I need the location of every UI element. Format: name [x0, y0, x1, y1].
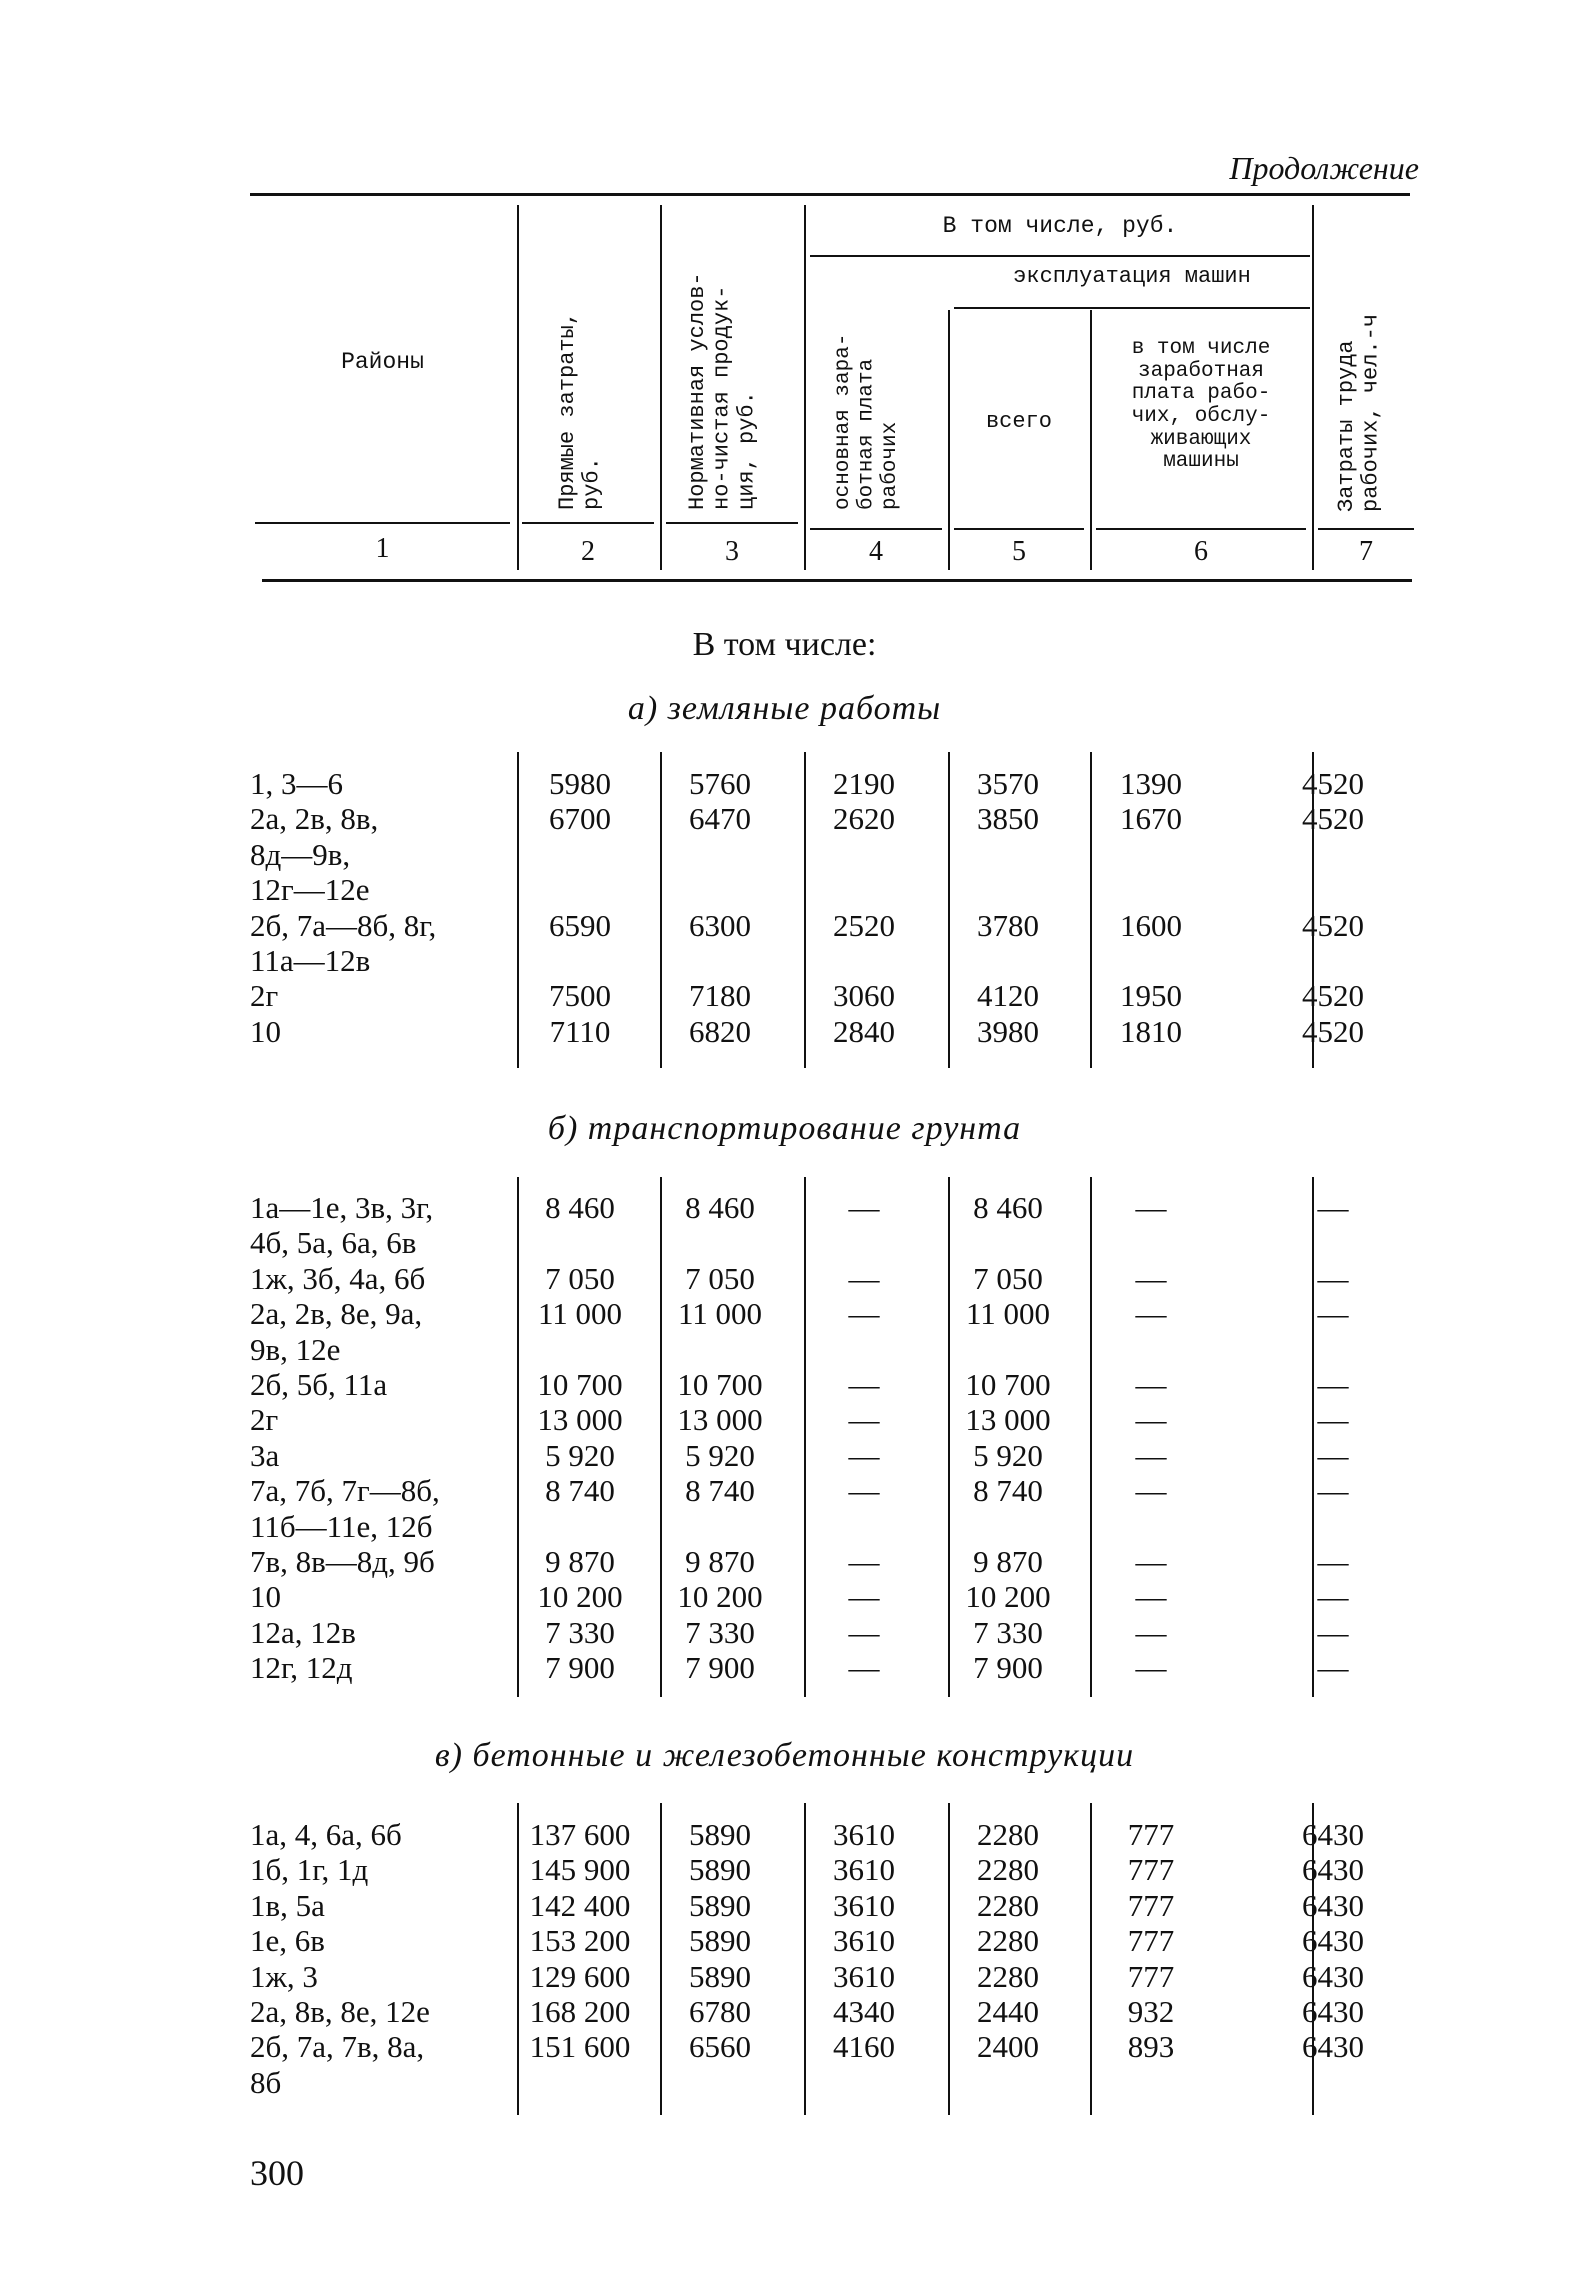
value-cell: 1950	[1120, 978, 1182, 1014]
value-cell: —	[1317, 1190, 1349, 1225]
value-cell: 6300	[689, 907, 751, 943]
header-top-rule	[250, 193, 1410, 196]
region-cell: 12а, 12в	[250, 1614, 356, 1650]
value-cell: 5890	[689, 1852, 751, 1888]
value-cell: 5980	[549, 766, 611, 801]
value-cell: —	[848, 1579, 880, 1615]
header-divider	[804, 205, 806, 570]
header-divider	[1312, 205, 1314, 570]
value-cell: 11 000	[677, 1296, 763, 1332]
value-cell: 6780	[689, 1994, 751, 2030]
table-row	[250, 1994, 1444, 2029]
value-cell: 2280	[977, 1852, 1039, 1888]
region-cell: 2г	[250, 1402, 279, 1438]
value-cell: —	[1317, 1402, 1349, 1438]
value-cell: 153 200	[529, 1923, 631, 1959]
value-cell: 5890	[689, 1958, 751, 1994]
region-cell: 1б, 1г, 1д	[250, 1852, 369, 1888]
value-cell: —	[1317, 1614, 1349, 1650]
value-cell: 7110	[549, 1013, 611, 1049]
intro-text: В том числе:	[692, 626, 877, 663]
value-cell: —	[1135, 1260, 1167, 1296]
header-bottom-rule	[1318, 528, 1414, 530]
value-cell: 10 200	[965, 1579, 1051, 1615]
value-cell: 3610	[833, 1923, 895, 1959]
value-cell: 7 330	[973, 1614, 1043, 1650]
header-bottom-rule	[954, 528, 1084, 530]
table-row	[250, 1473, 1444, 1544]
header-group-machines: эксплуатация машин	[1013, 264, 1251, 289]
header-divider	[660, 205, 662, 570]
column-number: 3	[725, 536, 739, 567]
value-cell: 1390	[1120, 766, 1182, 801]
value-cell: —	[1317, 1579, 1349, 1615]
header-final-rule	[262, 579, 1412, 582]
value-cell: 2520	[833, 907, 895, 943]
value-cell: 8 460	[973, 1190, 1043, 1225]
header-bottom-rule	[666, 522, 798, 524]
value-cell: 7 900	[685, 1650, 755, 1686]
value-cell: —	[848, 1473, 880, 1509]
value-cell: —	[1135, 1190, 1167, 1225]
value-cell: 777	[1127, 1887, 1175, 1923]
table-row	[250, 766, 1444, 801]
value-cell: 3610	[833, 1958, 895, 1994]
value-cell: 4160	[833, 2029, 895, 2065]
value-cell: 3850	[977, 801, 1039, 837]
region-cell: 7в, 8в—8д, 9б	[250, 1544, 435, 1580]
value-cell: 777	[1127, 1958, 1175, 1994]
value-cell: 3060	[833, 978, 895, 1014]
value-cell: 8 460	[545, 1190, 615, 1225]
value-cell: —	[848, 1650, 880, 1686]
value-cell: 3980	[977, 1013, 1039, 1049]
value-cell: 4520	[1302, 766, 1364, 801]
value-cell: 777	[1127, 1817, 1175, 1852]
value-cell: 4520	[1302, 801, 1364, 837]
table-row	[250, 1579, 1444, 1614]
value-cell: 3570	[977, 766, 1039, 801]
column-number: 1	[375, 533, 390, 564]
value-cell: 2280	[977, 1887, 1039, 1923]
region-cell: 2б, 5б, 11а	[250, 1367, 388, 1403]
region-cell: 1ж, 3	[250, 1958, 318, 1994]
value-cell: —	[1317, 1260, 1349, 1296]
value-cell: 893	[1127, 2029, 1175, 2065]
value-cell: 4520	[1302, 1013, 1364, 1049]
value-cell: 9 870	[685, 1544, 755, 1580]
value-cell: 145 900	[529, 1852, 631, 1888]
value-cell: —	[848, 1544, 880, 1580]
value-cell: 142 400	[529, 1887, 631, 1923]
continuation-label: Продолжение	[1229, 150, 1419, 186]
header-col-machine-wages: в том числе заработная плата рабо- чих, обслу- живающих машины	[1131, 337, 1271, 474]
table-row	[250, 1190, 1444, 1261]
table-row	[250, 2029, 1444, 2100]
table-row	[250, 801, 1444, 907]
value-cell: 5 920	[973, 1437, 1043, 1473]
value-cell: 13 000	[677, 1402, 763, 1438]
value-cell: —	[1317, 1437, 1349, 1473]
header-col-labor: Затраты труда рабочих, чел.-ч	[1334, 313, 1384, 512]
header-col-direct-costs: Прямые затраты, руб.	[555, 311, 605, 510]
value-cell: 4520	[1302, 978, 1364, 1014]
value-cell: 5760	[689, 766, 751, 801]
value-cell: 6430	[1302, 1994, 1364, 2030]
value-cell: —	[848, 1190, 880, 1225]
table-row	[250, 1923, 1444, 1958]
value-cell: 3610	[833, 1887, 895, 1923]
value-cell: 10 200	[537, 1579, 623, 1615]
table-row	[250, 1367, 1444, 1402]
section-title-concrete: в) бетонные и железобетонные конструкции	[434, 1737, 1135, 1774]
value-cell: 6470	[689, 801, 751, 837]
value-cell: —	[1135, 1473, 1167, 1509]
table-row	[250, 1296, 1444, 1367]
value-cell: 10 700	[537, 1367, 623, 1403]
value-cell: 137 600	[529, 1817, 631, 1852]
value-cell: —	[1135, 1544, 1167, 1580]
value-cell: 7 900	[545, 1650, 615, 1686]
value-cell: —	[848, 1614, 880, 1650]
value-cell: —	[1135, 1650, 1167, 1686]
region-cell: 2а, 2в, 8е, 9а, 9в, 12е	[250, 1296, 423, 1367]
region-cell: 7а, 7б, 7г—8б, 11б—11е, 12б	[250, 1473, 440, 1544]
value-cell: —	[1317, 1296, 1349, 1332]
value-cell: 8 740	[973, 1473, 1043, 1509]
region-cell: 1а, 4, 6а, 6б	[250, 1817, 402, 1852]
value-cell: —	[1135, 1402, 1167, 1438]
table-row	[250, 1615, 1444, 1650]
table-row	[250, 978, 1444, 1013]
header-bottom-rule	[810, 528, 942, 530]
value-cell: 6700	[549, 801, 611, 837]
value-cell: 6590	[549, 907, 611, 943]
value-cell: —	[1317, 1650, 1349, 1686]
value-cell: 6430	[1302, 1852, 1364, 1888]
value-cell: 2400	[977, 2029, 1039, 2065]
value-cell: 5890	[689, 1887, 751, 1923]
region-cell: 3а	[250, 1437, 280, 1473]
region-cell: 10	[250, 1579, 281, 1615]
value-cell: 4520	[1302, 907, 1364, 943]
value-cell: 5890	[689, 1817, 751, 1852]
value-cell: 7180	[689, 978, 751, 1014]
region-cell: 2а, 8в, 8е, 12е	[250, 1994, 430, 2030]
value-cell: 6430	[1302, 2029, 1364, 2065]
page-number: 300	[250, 2153, 304, 2193]
header-group-including: В том числе, руб.	[942, 213, 1178, 239]
table-row	[250, 1650, 1444, 1685]
table-row	[250, 908, 1444, 979]
value-cell: 6430	[1302, 1817, 1364, 1852]
value-cell: 10 700	[965, 1367, 1051, 1403]
value-cell: 5 920	[685, 1437, 755, 1473]
value-cell: 7 330	[545, 1614, 615, 1650]
header-col-regions: Районы	[341, 349, 424, 375]
group-rule	[810, 255, 1310, 257]
value-cell: 9 870	[973, 1544, 1043, 1580]
column-number: 4	[869, 536, 883, 567]
table-row	[250, 1438, 1444, 1473]
region-cell: 12г, 12д	[250, 1650, 353, 1686]
value-cell: 5890	[689, 1923, 751, 1959]
group-rule	[954, 307, 1310, 309]
value-cell: 8 460	[685, 1190, 755, 1225]
value-cell: 4120	[977, 978, 1039, 1014]
table-row	[250, 1959, 1444, 1994]
value-cell: 11 000	[537, 1296, 623, 1332]
value-cell: —	[848, 1260, 880, 1296]
value-cell: —	[1135, 1614, 1167, 1650]
header-divider	[1090, 310, 1092, 570]
table-row	[250, 1817, 1444, 1852]
value-cell: 10 700	[677, 1367, 763, 1403]
table-section-earthworks	[250, 766, 1444, 1049]
value-cell: 932	[1127, 1994, 1175, 2030]
value-cell: 6430	[1302, 1923, 1364, 1959]
value-cell: 7 050	[973, 1260, 1043, 1296]
value-cell: 11 000	[965, 1296, 1051, 1332]
header-bottom-rule	[522, 522, 654, 524]
value-cell: 6560	[689, 2029, 751, 2065]
value-cell: 3780	[977, 907, 1039, 943]
header-divider	[517, 205, 519, 570]
value-cell: 2280	[977, 1958, 1039, 1994]
table-row	[250, 1852, 1444, 1887]
value-cell: 13 000	[537, 1402, 623, 1438]
region-cell: 1, 3—6	[250, 766, 343, 801]
table-row	[250, 1014, 1444, 1049]
region-cell: 2г	[250, 978, 279, 1014]
value-cell: —	[1317, 1473, 1349, 1509]
value-cell: 8 740	[685, 1473, 755, 1509]
value-cell: 2190	[833, 766, 895, 801]
value-cell: 2280	[977, 1923, 1039, 1959]
value-cell: 2840	[833, 1013, 895, 1049]
value-cell: 8 740	[545, 1473, 615, 1509]
value-cell: —	[848, 1402, 880, 1438]
table-row	[250, 1261, 1444, 1296]
table-row	[250, 1402, 1444, 1437]
value-cell: 168 200	[529, 1994, 631, 2030]
value-cell: 3610	[833, 1852, 895, 1888]
region-cell: 2а, 2в, 8в, 8д—9в, 12г—12е	[250, 801, 379, 908]
header-bottom-rule	[255, 522, 510, 524]
header-divider	[948, 310, 950, 570]
value-cell: 6820	[689, 1013, 751, 1049]
value-cell: 777	[1127, 1923, 1175, 1959]
region-cell: 2б, 7а, 7в, 8а, 8б	[250, 2029, 425, 2100]
value-cell: 1670	[1120, 801, 1182, 837]
value-cell: 7 050	[685, 1260, 755, 1296]
section-title-earthworks: а) земляные работы	[627, 690, 942, 727]
value-cell: 7500	[549, 978, 611, 1014]
table-row	[250, 1544, 1444, 1579]
value-cell: 10 200	[677, 1579, 763, 1615]
value-cell: —	[1135, 1296, 1167, 1332]
section-title-soil-transport: б) транспортирование грунта	[547, 1110, 1022, 1147]
value-cell: —	[1317, 1544, 1349, 1580]
value-cell: —	[1135, 1367, 1167, 1403]
region-cell: 1е, 6в	[250, 1923, 325, 1959]
value-cell: 1810	[1120, 1013, 1182, 1049]
value-cell: 2440	[977, 1994, 1039, 2030]
table-section-soil-transport	[250, 1190, 1444, 1686]
header-bottom-rule	[1096, 528, 1306, 530]
table-row	[250, 1888, 1444, 1923]
value-cell: 151 600	[529, 2029, 631, 2065]
value-cell: —	[848, 1296, 880, 1332]
region-cell: 10	[250, 1013, 281, 1049]
value-cell: 13 000	[965, 1402, 1051, 1438]
value-cell: 7 900	[973, 1650, 1043, 1686]
region-cell: 1а—1е, 3в, 3г, 4б, 5а, 6а, 6в	[250, 1190, 434, 1261]
value-cell: 5 920	[545, 1437, 615, 1473]
value-cell: 2280	[977, 1817, 1039, 1852]
value-cell: —	[848, 1367, 880, 1403]
value-cell: 6430	[1302, 1958, 1364, 1994]
header-col-total: всего	[985, 409, 1052, 434]
column-number: 5	[1012, 536, 1026, 567]
region-cell: 1ж, 3б, 4а, 6б	[250, 1260, 426, 1296]
header-col-base-wages: основная зара- ботная плата рабочих	[832, 333, 903, 510]
header-col-net-production: Нормативная услов- но-чистая продук- ция, руб.	[685, 272, 760, 510]
value-cell: 3610	[833, 1817, 895, 1852]
value-cell: 777	[1127, 1852, 1175, 1888]
column-number: 7	[1359, 536, 1373, 567]
value-cell: 129 600	[529, 1958, 631, 1994]
value-cell: —	[848, 1437, 880, 1473]
value-cell: 7 050	[545, 1260, 615, 1296]
value-cell: 2620	[833, 801, 895, 837]
table-section-concrete	[250, 1817, 1444, 2100]
region-cell: 2б, 7а—8б, 8г, 11а—12в	[250, 907, 437, 979]
value-cell: 4340	[833, 1994, 895, 2030]
value-cell: —	[1135, 1579, 1167, 1615]
value-cell: —	[1135, 1437, 1167, 1473]
value-cell: 6430	[1302, 1887, 1364, 1923]
column-number: 2	[581, 536, 595, 567]
value-cell: 7 330	[685, 1614, 755, 1650]
region-cell: 1в, 5а	[250, 1887, 325, 1923]
value-cell: 9 870	[545, 1544, 615, 1580]
column-number: 6	[1194, 536, 1208, 567]
value-cell: 1600	[1120, 907, 1182, 943]
value-cell: —	[1317, 1367, 1349, 1403]
